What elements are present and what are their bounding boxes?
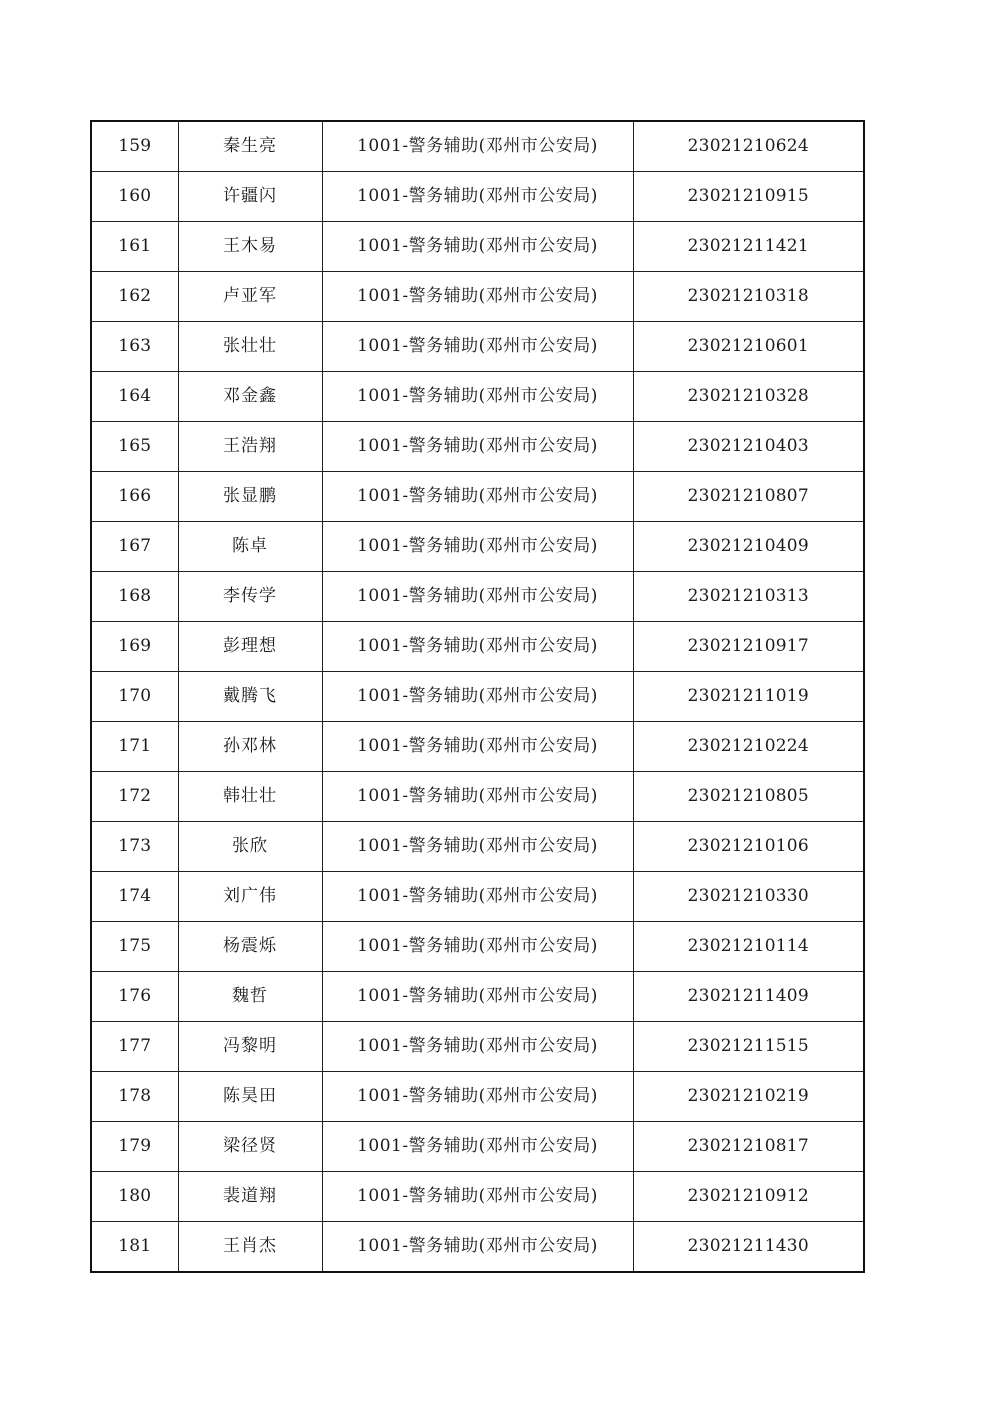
table-row [91, 922, 864, 972]
position-cell: 1001-警务辅助(邓州市公安局) [322, 222, 633, 272]
candidate-name-cell: 梁径贤 [178, 1122, 322, 1172]
serial-number-cell: 171 [91, 722, 178, 772]
candidate-name-cell: 戴腾飞 [178, 672, 322, 722]
serial-number-cell: 173 [91, 822, 178, 872]
candidate-name-cell: 张欣 [178, 822, 322, 872]
table-row [91, 172, 864, 222]
position-cell: 1001-警务辅助(邓州市公安局) [322, 322, 633, 372]
table-row [91, 672, 864, 722]
candidate-name-cell: 冯黎明 [178, 1022, 322, 1072]
exam-ticket-number-cell: 23021210219 [633, 1072, 864, 1122]
exam-ticket-number-cell: 23021210224 [633, 722, 864, 772]
table-row [91, 1022, 864, 1072]
exam-ticket-number-cell: 23021210807 [633, 472, 864, 522]
position-cell: 1001-警务辅助(邓州市公安局) [322, 622, 633, 672]
serial-number-cell: 180 [91, 1172, 178, 1222]
candidate-table-body [91, 121, 864, 1272]
table-row [91, 722, 864, 772]
serial-number-cell: 165 [91, 422, 178, 472]
exam-ticket-number-cell: 23021211515 [633, 1022, 864, 1072]
table-row [91, 322, 864, 372]
position-cell: 1001-警务辅助(邓州市公安局) [322, 822, 633, 872]
exam-ticket-number-cell: 23021211421 [633, 222, 864, 272]
candidate-name-cell: 卢亚军 [178, 272, 322, 322]
candidate-name-cell: 王肖杰 [178, 1222, 322, 1273]
position-cell: 1001-警务辅助(邓州市公安局) [322, 1072, 633, 1122]
table-row [91, 1072, 864, 1122]
exam-ticket-number-cell: 23021211019 [633, 672, 864, 722]
exam-ticket-number-cell: 23021210409 [633, 522, 864, 572]
serial-number-cell: 164 [91, 372, 178, 422]
position-cell: 1001-警务辅助(邓州市公安局) [322, 422, 633, 472]
table-row [91, 272, 864, 322]
position-cell: 1001-警务辅助(邓州市公安局) [322, 172, 633, 222]
position-cell: 1001-警务辅助(邓州市公安局) [322, 672, 633, 722]
candidate-name-cell: 彭理想 [178, 622, 322, 672]
position-cell: 1001-警务辅助(邓州市公安局) [322, 1122, 633, 1172]
serial-number-cell: 175 [91, 922, 178, 972]
serial-number-cell: 176 [91, 972, 178, 1022]
serial-number-cell: 174 [91, 872, 178, 922]
position-cell: 1001-警务辅助(邓州市公安局) [322, 272, 633, 322]
serial-number-cell: 163 [91, 322, 178, 372]
candidate-name-cell: 刘广伟 [178, 872, 322, 922]
candidate-name-cell: 孙邓林 [178, 722, 322, 772]
table-row [91, 872, 864, 922]
exam-ticket-number-cell: 23021210817 [633, 1122, 864, 1172]
candidate-name-cell: 许疆闪 [178, 172, 322, 222]
candidate-name-cell: 魏哲 [178, 972, 322, 1022]
serial-number-cell: 178 [91, 1072, 178, 1122]
serial-number-cell: 161 [91, 222, 178, 272]
table-row [91, 522, 864, 572]
serial-number-cell: 169 [91, 622, 178, 672]
serial-number-cell: 167 [91, 522, 178, 572]
table-row [91, 572, 864, 622]
candidate-name-cell: 陈卓 [178, 522, 322, 572]
serial-number-cell: 160 [91, 172, 178, 222]
position-cell: 1001-警务辅助(邓州市公安局) [322, 1172, 633, 1222]
candidate-name-cell: 王浩翔 [178, 422, 322, 472]
table-row [91, 121, 864, 172]
exam-ticket-number-cell: 23021210114 [633, 922, 864, 972]
exam-ticket-number-cell: 23021210313 [633, 572, 864, 622]
table-row [91, 372, 864, 422]
position-cell: 1001-警务辅助(邓州市公安局) [322, 522, 633, 572]
exam-ticket-number-cell: 23021210624 [633, 121, 864, 172]
candidate-name-cell: 张显鹏 [178, 472, 322, 522]
candidate-name-cell: 陈昊田 [178, 1072, 322, 1122]
position-cell: 1001-警务辅助(邓州市公安局) [322, 872, 633, 922]
exam-ticket-number-cell: 23021210912 [633, 1172, 864, 1222]
serial-number-cell: 166 [91, 472, 178, 522]
candidate-name-cell: 秦生亮 [178, 121, 322, 172]
exam-ticket-number-cell: 23021210330 [633, 872, 864, 922]
position-cell: 1001-警务辅助(邓州市公安局) [322, 1222, 633, 1273]
candidate-name-cell: 李传学 [178, 572, 322, 622]
exam-ticket-number-cell: 23021210318 [633, 272, 864, 322]
position-cell: 1001-警务辅助(邓州市公安局) [322, 1022, 633, 1072]
table-row [91, 972, 864, 1022]
table-row [91, 1122, 864, 1172]
candidate-name-cell: 张壮壮 [178, 322, 322, 372]
exam-ticket-number-cell: 23021210601 [633, 322, 864, 372]
candidate-name-cell: 邓金鑫 [178, 372, 322, 422]
exam-ticket-number-cell: 23021211430 [633, 1222, 864, 1273]
exam-ticket-number-cell: 23021210805 [633, 772, 864, 822]
position-cell: 1001-警务辅助(邓州市公安局) [322, 722, 633, 772]
exam-ticket-number-cell: 23021210915 [633, 172, 864, 222]
table-row [91, 772, 864, 822]
candidate-name-cell: 韩壮壮 [178, 772, 322, 822]
table-row [91, 422, 864, 472]
candidate-name-cell: 王木易 [178, 222, 322, 272]
candidate-name-cell: 杨震烁 [178, 922, 322, 972]
table-row [91, 472, 864, 522]
serial-number-cell: 181 [91, 1222, 178, 1273]
exam-ticket-number-cell: 23021210328 [633, 372, 864, 422]
serial-number-cell: 177 [91, 1022, 178, 1072]
table-row [91, 1172, 864, 1222]
position-cell: 1001-警务辅助(邓州市公安局) [322, 121, 633, 172]
exam-ticket-number-cell: 23021211409 [633, 972, 864, 1022]
table-row [91, 1222, 864, 1273]
exam-ticket-number-cell: 23021210106 [633, 822, 864, 872]
table-row [91, 622, 864, 672]
position-cell: 1001-警务辅助(邓州市公安局) [322, 772, 633, 822]
candidate-table [90, 120, 865, 1273]
position-cell: 1001-警务辅助(邓州市公安局) [322, 472, 633, 522]
exam-ticket-number-cell: 23021210403 [633, 422, 864, 472]
table-row [91, 822, 864, 872]
candidate-name-cell: 裴道翔 [178, 1172, 322, 1222]
position-cell: 1001-警务辅助(邓州市公安局) [322, 372, 633, 422]
position-cell: 1001-警务辅助(邓州市公安局) [322, 972, 633, 1022]
position-cell: 1001-警务辅助(邓州市公安局) [322, 922, 633, 972]
serial-number-cell: 168 [91, 572, 178, 622]
serial-number-cell: 179 [91, 1122, 178, 1172]
table-row [91, 222, 864, 272]
serial-number-cell: 162 [91, 272, 178, 322]
exam-ticket-number-cell: 23021210917 [633, 622, 864, 672]
position-cell: 1001-警务辅助(邓州市公安局) [322, 572, 633, 622]
serial-number-cell: 170 [91, 672, 178, 722]
serial-number-cell: 172 [91, 772, 178, 822]
serial-number-cell: 159 [91, 121, 178, 172]
